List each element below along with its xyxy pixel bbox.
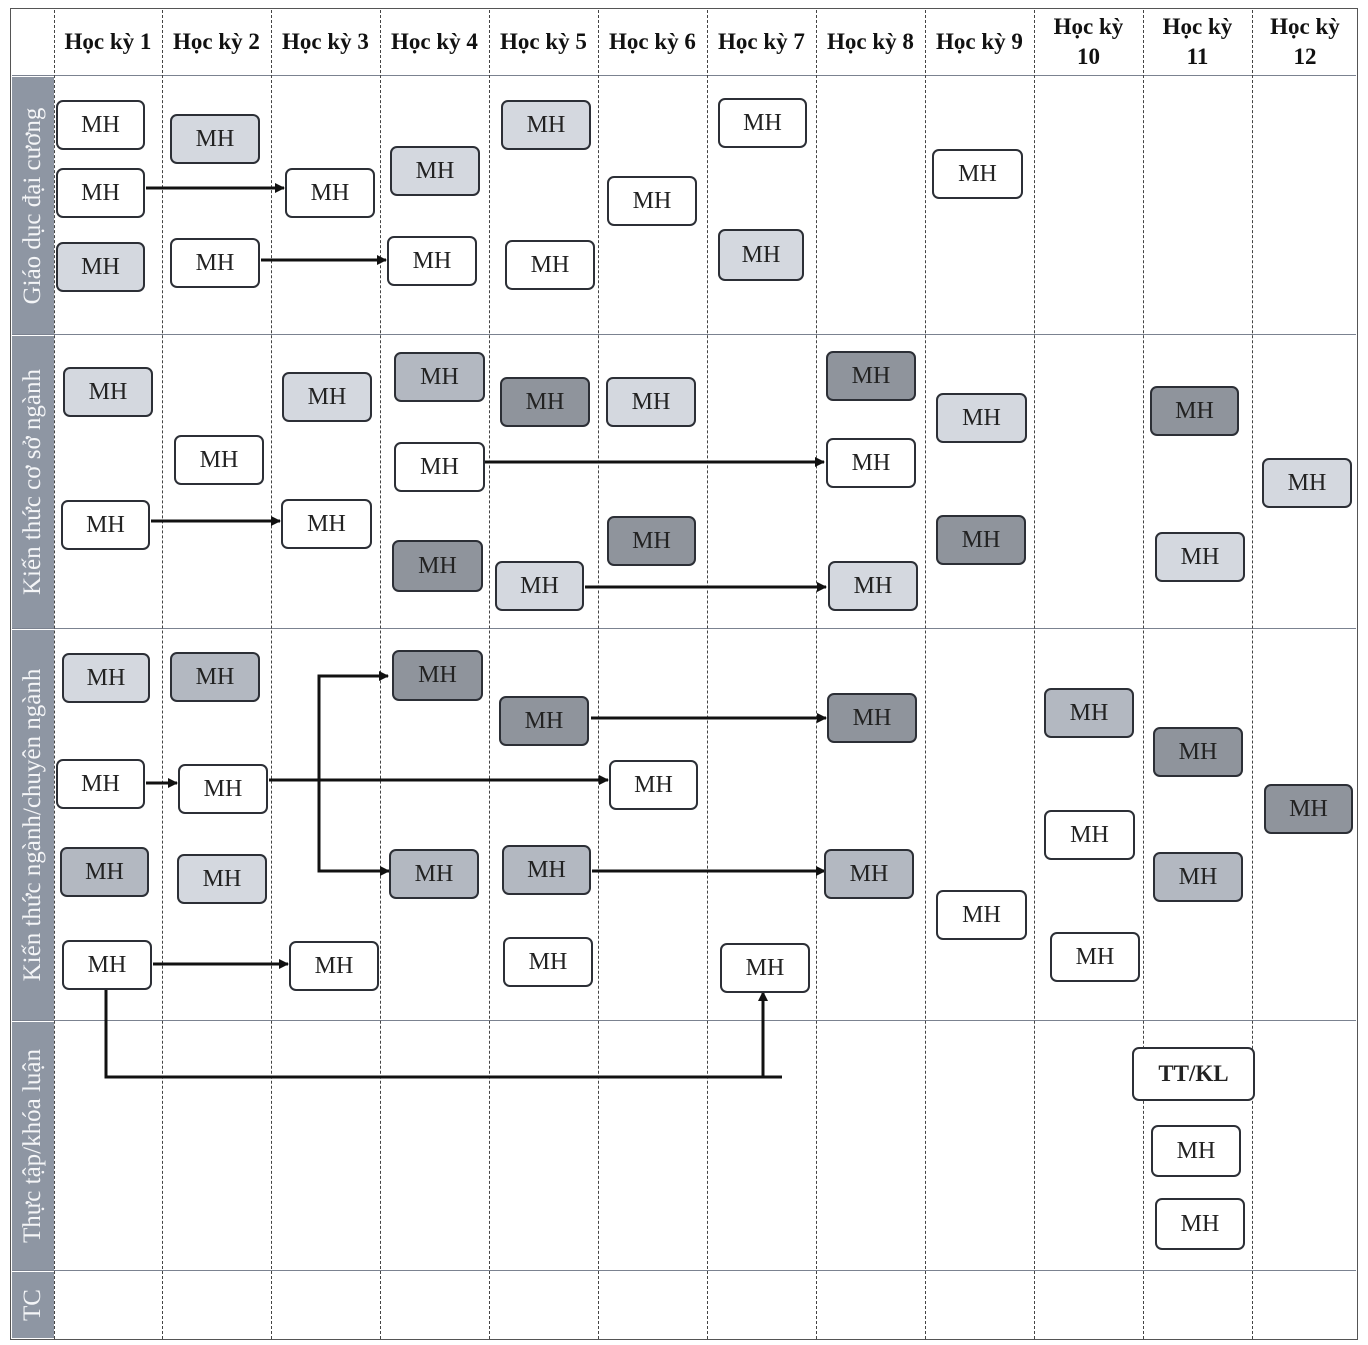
course-box: MH bbox=[387, 236, 477, 286]
row-band-foundation bbox=[12, 336, 54, 628]
semester-header-9: Học kỳ 9 bbox=[936, 29, 1023, 54]
column-divider bbox=[380, 10, 381, 1339]
row-divider bbox=[12, 1020, 1356, 1021]
course-box: MH bbox=[174, 435, 264, 485]
semester-header-10: Học kỳ 10 bbox=[1053, 14, 1124, 69]
course-box: MH bbox=[289, 941, 379, 991]
course-box: MH bbox=[170, 238, 260, 288]
course-box: MH bbox=[281, 499, 372, 549]
course-box: MH bbox=[1264, 784, 1353, 834]
internship-thesis-box: TT/KL bbox=[1132, 1047, 1255, 1101]
column-divider bbox=[1252, 10, 1253, 1339]
course-box: MH bbox=[392, 540, 483, 592]
course-box: MH bbox=[178, 764, 268, 814]
course-box: MH bbox=[495, 561, 584, 611]
course-box: MH bbox=[170, 652, 260, 702]
semester-header-11: Học kỳ 11 bbox=[1162, 14, 1233, 69]
course-box: MH bbox=[56, 242, 145, 292]
header-divider bbox=[12, 75, 1356, 76]
column-divider bbox=[1034, 10, 1035, 1339]
course-box: MH bbox=[1155, 532, 1245, 582]
course-box: MH bbox=[505, 240, 595, 290]
course-box: MH bbox=[62, 940, 152, 990]
column-divider bbox=[598, 10, 599, 1339]
course-box: MH bbox=[56, 100, 145, 150]
row-band-general bbox=[12, 77, 54, 334]
column-divider bbox=[271, 10, 272, 1339]
course-box: MH bbox=[824, 849, 914, 899]
course-box: MH bbox=[394, 352, 485, 402]
course-box: MH bbox=[500, 377, 590, 427]
course-box: MH bbox=[502, 845, 591, 895]
course-box: MH bbox=[501, 100, 591, 150]
course-box: MH bbox=[936, 890, 1027, 940]
course-box: MH bbox=[718, 98, 807, 148]
course-box: MH bbox=[1155, 1198, 1245, 1250]
course-box: MH bbox=[499, 696, 589, 746]
course-box: MH bbox=[607, 176, 697, 226]
column-divider bbox=[816, 10, 817, 1339]
row-label-major: Kiến thức ngành/chuyên ngành bbox=[19, 668, 46, 982]
course-box: MH bbox=[1262, 458, 1352, 508]
semester-header-1: Học kỳ 1 bbox=[64, 29, 152, 54]
course-box: MH bbox=[1150, 386, 1239, 436]
course-box: MH bbox=[503, 937, 593, 987]
row-divider bbox=[12, 628, 1356, 629]
course-box: MH bbox=[1044, 810, 1135, 860]
course-box: MH bbox=[826, 438, 916, 488]
row-divider bbox=[12, 1270, 1356, 1271]
semester-header-4: Học kỳ 4 bbox=[391, 29, 478, 54]
course-box: MH bbox=[932, 149, 1023, 199]
row-band-major bbox=[12, 630, 54, 1020]
course-box: MH bbox=[56, 168, 145, 218]
course-box: MH bbox=[61, 500, 150, 550]
course-box: MH bbox=[285, 168, 375, 218]
course-box: MH bbox=[1153, 727, 1243, 777]
row-divider bbox=[12, 334, 1356, 335]
course-box: MH bbox=[607, 516, 696, 566]
row-label-general: Giáo dục đại cương bbox=[19, 107, 46, 304]
semester-header-12: Học kỳ 12 bbox=[1270, 14, 1340, 69]
row-band-internship bbox=[12, 1022, 54, 1270]
semester-header-6: Học kỳ 6 bbox=[609, 29, 696, 54]
course-box: MH bbox=[392, 650, 483, 701]
column-divider bbox=[54, 10, 55, 1339]
column-divider bbox=[489, 10, 490, 1339]
row-band-tc bbox=[12, 1272, 54, 1338]
column-divider bbox=[1143, 10, 1144, 1339]
semester-header-2: Học kỳ 2 bbox=[173, 29, 260, 54]
course-box: MH bbox=[718, 229, 804, 281]
course-box: MH bbox=[936, 515, 1026, 565]
semester-header-5: Học kỳ 5 bbox=[500, 29, 587, 54]
row-label-internship: Thực tập/khóa luận bbox=[19, 1048, 46, 1244]
course-box: MH bbox=[1153, 852, 1243, 902]
course-box: MH bbox=[394, 442, 485, 492]
course-box: MH bbox=[1050, 932, 1140, 982]
course-box: MH bbox=[177, 854, 267, 904]
course-box: MH bbox=[63, 367, 153, 417]
semester-header-8: Học kỳ 8 bbox=[827, 29, 914, 54]
course-box: MH bbox=[720, 943, 810, 993]
course-box: MH bbox=[606, 377, 696, 427]
course-box: MH bbox=[609, 760, 698, 810]
column-divider bbox=[707, 10, 708, 1339]
course-box: MH bbox=[60, 847, 149, 897]
course-box: MH bbox=[282, 372, 372, 422]
semester-header-7: Học kỳ 7 bbox=[718, 29, 805, 54]
course-box: MH bbox=[827, 693, 917, 743]
course-box: MH bbox=[390, 146, 480, 196]
course-box: MH bbox=[170, 114, 260, 164]
course-box: MH bbox=[389, 849, 479, 899]
row-label-foundation: Kiến thức cơ sở ngành bbox=[19, 368, 46, 596]
course-box: MH bbox=[828, 561, 918, 611]
course-box: MH bbox=[62, 653, 150, 703]
semester-header-3: Học kỳ 3 bbox=[282, 29, 369, 54]
course-box: MH bbox=[826, 351, 916, 401]
course-box: MH bbox=[56, 759, 145, 809]
column-divider bbox=[925, 10, 926, 1339]
row-label-tc: TC bbox=[19, 1289, 46, 1321]
course-box: MH bbox=[1151, 1125, 1241, 1177]
course-box: MH bbox=[1044, 688, 1134, 738]
course-box: MH bbox=[936, 393, 1027, 443]
column-divider bbox=[162, 10, 163, 1339]
